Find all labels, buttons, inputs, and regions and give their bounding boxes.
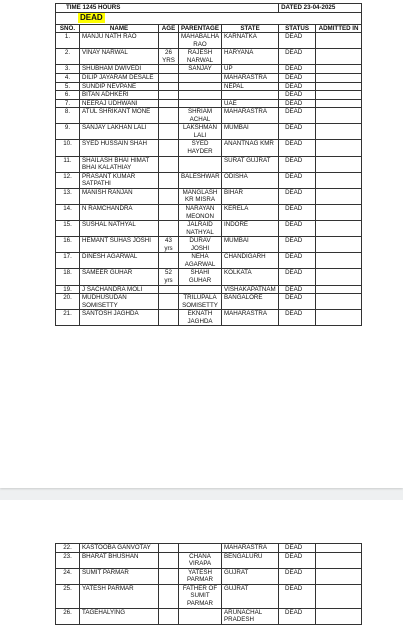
row-age: [159, 82, 179, 91]
table-row: [56, 99, 362, 108]
row-name: SAMEER GUHAR: [80, 269, 159, 285]
row-parentage: NEHA AGARWAL: [179, 253, 222, 269]
row-state: SURAT GUJRAT: [222, 156, 279, 172]
table-row: [56, 33, 362, 49]
row-age: [159, 188, 179, 204]
row-name: SYED HUSSAIN SHAH: [80, 140, 159, 156]
row-parentage: EKNATH JAGHDA: [179, 310, 222, 326]
row-state: UP: [222, 65, 279, 74]
row-sno: 19.: [56, 285, 80, 294]
row-sno: 8.: [56, 108, 80, 124]
column-header-row: [56, 24, 362, 33]
row-age: [159, 65, 179, 74]
row-status: DEAD: [279, 73, 316, 82]
row-admitted: [316, 172, 362, 188]
row-state: KERELA: [222, 204, 279, 220]
table-row: [56, 73, 362, 82]
row-admitted: [316, 294, 362, 310]
row-parentage: [179, 91, 222, 100]
row-age: [159, 108, 179, 124]
row-parentage: SHRIAM ACHAL: [179, 108, 222, 124]
row-admitted: [316, 310, 362, 326]
row-state: MUMBAI: [222, 124, 279, 140]
row-name: SHUBHAM DWIVEDI: [80, 65, 159, 74]
row-status: DEAD: [279, 188, 316, 204]
row-sno: 5.: [56, 82, 80, 91]
col-header-status: STATUS: [279, 24, 316, 33]
table-row: [56, 156, 362, 172]
row-admitted: [316, 568, 362, 584]
col-header-sno: SNO.: [56, 24, 80, 33]
row-admitted: [316, 608, 362, 624]
row-admitted: [316, 82, 362, 91]
row-status: DEAD: [279, 310, 316, 326]
col-header-admitted: ADMITTED IN: [316, 24, 362, 33]
table-body-page-2: [56, 544, 362, 625]
row-parentage: SHAHI GUHAR: [179, 269, 222, 285]
row-admitted: [316, 221, 362, 237]
row-status: DEAD: [279, 49, 316, 65]
table-row: [56, 65, 362, 74]
table-row: [56, 237, 362, 253]
table-row: [56, 568, 362, 584]
row-state: MAHARASTRA: [222, 73, 279, 82]
row-age: [159, 285, 179, 294]
row-state: KOLKATA: [222, 269, 279, 285]
row-age: 52 yrs: [159, 269, 179, 285]
row-name: BHARAT BHUSHAN: [80, 552, 159, 568]
row-state: MAHARASTRA: [222, 310, 279, 326]
col-header-name: NAME: [80, 24, 159, 33]
table-row: [56, 294, 362, 310]
row-sno: 1.: [56, 33, 80, 49]
row-admitted: [316, 188, 362, 204]
row-age: [159, 568, 179, 584]
row-status: DEAD: [279, 568, 316, 584]
row-name: SANJAY LAKHAN LALI: [80, 124, 159, 140]
row-admitted: [316, 269, 362, 285]
row-sno: 17.: [56, 253, 80, 269]
row-state: INDORE: [222, 221, 279, 237]
row-sno: 21.: [56, 310, 80, 326]
row-admitted: [316, 33, 362, 49]
row-state: VISHAKAPATNAM: [222, 285, 279, 294]
row-parentage: [179, 544, 222, 553]
row-parentage: [179, 285, 222, 294]
row-state: ARUNACHAL PRADESH: [222, 608, 279, 624]
row-age: [159, 124, 179, 140]
row-sno: 12.: [56, 172, 80, 188]
report-date: DATED 23-04-2025: [279, 4, 362, 13]
row-age: 26 YRS: [159, 49, 179, 65]
row-age: [159, 310, 179, 326]
table-row: [56, 172, 362, 188]
row-state: KARNATKA: [222, 33, 279, 49]
table-row: [56, 204, 362, 220]
row-parentage: JALRAID NATHYAL: [179, 221, 222, 237]
row-sno: 7.: [56, 99, 80, 108]
row-state: BENGALURU: [222, 552, 279, 568]
row-admitted: [316, 285, 362, 294]
row-sno: 2.: [56, 49, 80, 65]
col-header-age: AGE: [159, 24, 179, 33]
dead-label-row: [56, 12, 362, 24]
row-name: KASTOOBA GANVOTAY: [80, 544, 159, 553]
row-status: DEAD: [279, 91, 316, 100]
row-age: [159, 544, 179, 553]
row-name: YATESH PARMAR: [80, 584, 159, 608]
row-status: DEAD: [279, 33, 316, 49]
row-name: N RAMCHANDRA: [80, 204, 159, 220]
row-sno: 6.: [56, 91, 80, 100]
row-age: [159, 156, 179, 172]
row-name: J SACHANDRA MOLI: [80, 285, 159, 294]
row-state: ANANTNAG KMR: [222, 140, 279, 156]
row-status: DEAD: [279, 237, 316, 253]
row-sno: 26.: [56, 608, 80, 624]
row-parentage: SANJAY: [179, 65, 222, 74]
row-sno: 22.: [56, 544, 80, 553]
row-parentage: NARAYAN MEONON: [179, 204, 222, 220]
row-state: MUMBAI: [222, 237, 279, 253]
row-status: DEAD: [279, 294, 316, 310]
row-sno: 13.: [56, 188, 80, 204]
row-status: DEAD: [279, 544, 316, 553]
col-header-state: STATE: [222, 24, 279, 33]
row-parentage: FATHER OF SUMIT PARMAR: [179, 584, 222, 608]
row-state: UAE: [222, 99, 279, 108]
row-parentage: YATESH PARMAR: [179, 568, 222, 584]
row-status: DEAD: [279, 140, 316, 156]
row-sno: 4.: [56, 73, 80, 82]
row-state: ODISHA: [222, 172, 279, 188]
table-row: [56, 140, 362, 156]
row-parentage: MAHABALHA RAO: [179, 33, 222, 49]
row-parentage: [179, 608, 222, 624]
row-name: DILIP JAYARAM DESALE: [80, 73, 159, 82]
casualty-table-page-1: [55, 3, 362, 326]
row-sno: 23.: [56, 552, 80, 568]
row-sno: 11.: [56, 156, 80, 172]
row-parentage: DURAV JOSHI: [179, 237, 222, 253]
row-name: DINESH AGARWAL: [80, 253, 159, 269]
row-sno: 20.: [56, 294, 80, 310]
row-name: SHAILASH BHAI HIMAT BHAI KALATHIAY: [80, 156, 159, 172]
row-age: 43 yrs: [159, 237, 179, 253]
row-name: SUSHAL NATHYAL: [80, 221, 159, 237]
row-admitted: [316, 253, 362, 269]
table-row: [56, 221, 362, 237]
row-admitted: [316, 552, 362, 568]
row-parentage: MANGLASH KR MISRA: [179, 188, 222, 204]
table-row: [56, 91, 362, 100]
row-name: MUDHUSUDAN SOMISETTY: [80, 294, 159, 310]
casualty-table-page-2: [55, 543, 362, 625]
row-age: [159, 221, 179, 237]
row-status: DEAD: [279, 156, 316, 172]
row-admitted: [316, 99, 362, 108]
row-admitted: [316, 91, 362, 100]
row-parentage: [179, 99, 222, 108]
row-status: DEAD: [279, 108, 316, 124]
row-age: [159, 33, 179, 49]
row-admitted: [316, 544, 362, 553]
row-name: HEMANT SUHAS JOSHI: [80, 237, 159, 253]
row-name: NEERAJ UDHWANI: [80, 99, 159, 108]
row-sno: 9.: [56, 124, 80, 140]
row-state: BIHAR: [222, 188, 279, 204]
row-status: DEAD: [279, 99, 316, 108]
row-sno: 15.: [56, 221, 80, 237]
row-age: [159, 608, 179, 624]
row-admitted: [316, 156, 362, 172]
row-name: ATUL SHRIKANT MONE: [80, 108, 159, 124]
row-age: [159, 140, 179, 156]
row-parentage: [179, 156, 222, 172]
row-parentage: SYED HAYDER: [179, 140, 222, 156]
row-parentage: BALESHWAR: [179, 172, 222, 188]
table-row: [56, 108, 362, 124]
row-parentage: [179, 73, 222, 82]
row-name: SUMIT PARMAR: [80, 568, 159, 584]
row-status: DEAD: [279, 172, 316, 188]
row-status: DEAD: [279, 269, 316, 285]
row-parentage: RAJESH NARWAL: [179, 49, 222, 65]
row-sno: 16.: [56, 237, 80, 253]
row-name: SANTOSH JAGHDA: [80, 310, 159, 326]
row-name: MANISH RANJAN: [80, 188, 159, 204]
row-admitted: [316, 49, 362, 65]
row-age: [159, 294, 179, 310]
row-age: [159, 204, 179, 220]
row-admitted: [316, 65, 362, 74]
row-parentage: CHANA VIRAPA: [179, 552, 222, 568]
row-state: [222, 91, 279, 100]
row-sno: 18.: [56, 269, 80, 285]
table-body-page-1: [56, 33, 362, 326]
row-parentage: LAKSHMAN LALI: [179, 124, 222, 140]
row-age: [159, 253, 179, 269]
table-row: [56, 584, 362, 608]
row-admitted: [316, 73, 362, 82]
row-age: [159, 584, 179, 608]
row-status: DEAD: [279, 221, 316, 237]
row-sno: 24.: [56, 568, 80, 584]
table-row: [56, 310, 362, 326]
row-name: BITAN ADHKERI: [80, 91, 159, 100]
row-state: NEPAL: [222, 82, 279, 91]
table-row: [56, 49, 362, 65]
row-status: DEAD: [279, 124, 316, 140]
row-state: MAHARASTRA: [222, 544, 279, 553]
table-row: [56, 608, 362, 624]
report-time: TIME 1245 HOURS: [56, 4, 279, 13]
table-row: [56, 552, 362, 568]
table-row: [56, 124, 362, 140]
row-name: SUNDIP NEVPANE: [80, 82, 159, 91]
row-age: [159, 172, 179, 188]
row-state: GUJRAT: [222, 584, 279, 608]
row-name: TAGEHALYING: [80, 608, 159, 624]
row-admitted: [316, 237, 362, 253]
row-status: DEAD: [279, 253, 316, 269]
table-row: [56, 82, 362, 91]
row-state: MAHARASTRA: [222, 108, 279, 124]
table-row: [56, 285, 362, 294]
dead-badge: DEAD: [80, 12, 103, 22]
table-row: [56, 253, 362, 269]
row-admitted: [316, 204, 362, 220]
row-age: [159, 552, 179, 568]
row-admitted: [316, 584, 362, 608]
row-admitted: [316, 108, 362, 124]
row-state: GUJRAT: [222, 568, 279, 584]
row-admitted: [316, 140, 362, 156]
row-sno: 14.: [56, 204, 80, 220]
row-sno: 10.: [56, 140, 80, 156]
table-row: [56, 544, 362, 553]
row-status: DEAD: [279, 608, 316, 624]
row-admitted: [316, 124, 362, 140]
row-name: PRASANT KUMAR SATPATHI: [80, 172, 159, 188]
row-status: DEAD: [279, 65, 316, 74]
row-status: DEAD: [279, 285, 316, 294]
row-state: HARYANA: [222, 49, 279, 65]
row-status: DEAD: [279, 204, 316, 220]
table-row: [56, 269, 362, 285]
row-parentage: [179, 82, 222, 91]
row-status: DEAD: [279, 82, 316, 91]
row-status: DEAD: [279, 552, 316, 568]
row-age: [159, 99, 179, 108]
row-name: VINAY NARWAL: [80, 49, 159, 65]
row-status: DEAD: [279, 584, 316, 608]
report-header-row: [56, 4, 362, 13]
col-header-parentage: PARENTAGE: [179, 24, 222, 33]
document-page-2: [0, 500, 403, 640]
row-parentage: TRILUPALA SOMISETTY: [179, 294, 222, 310]
row-sno: 25.: [56, 584, 80, 608]
row-sno: 3.: [56, 65, 80, 74]
row-age: [159, 91, 179, 100]
row-state: BANGALORE: [222, 294, 279, 310]
row-name: MANJU NATH RAO: [80, 33, 159, 49]
row-state: CHANDIGARH: [222, 253, 279, 269]
table-row: [56, 188, 362, 204]
row-age: [159, 73, 179, 82]
